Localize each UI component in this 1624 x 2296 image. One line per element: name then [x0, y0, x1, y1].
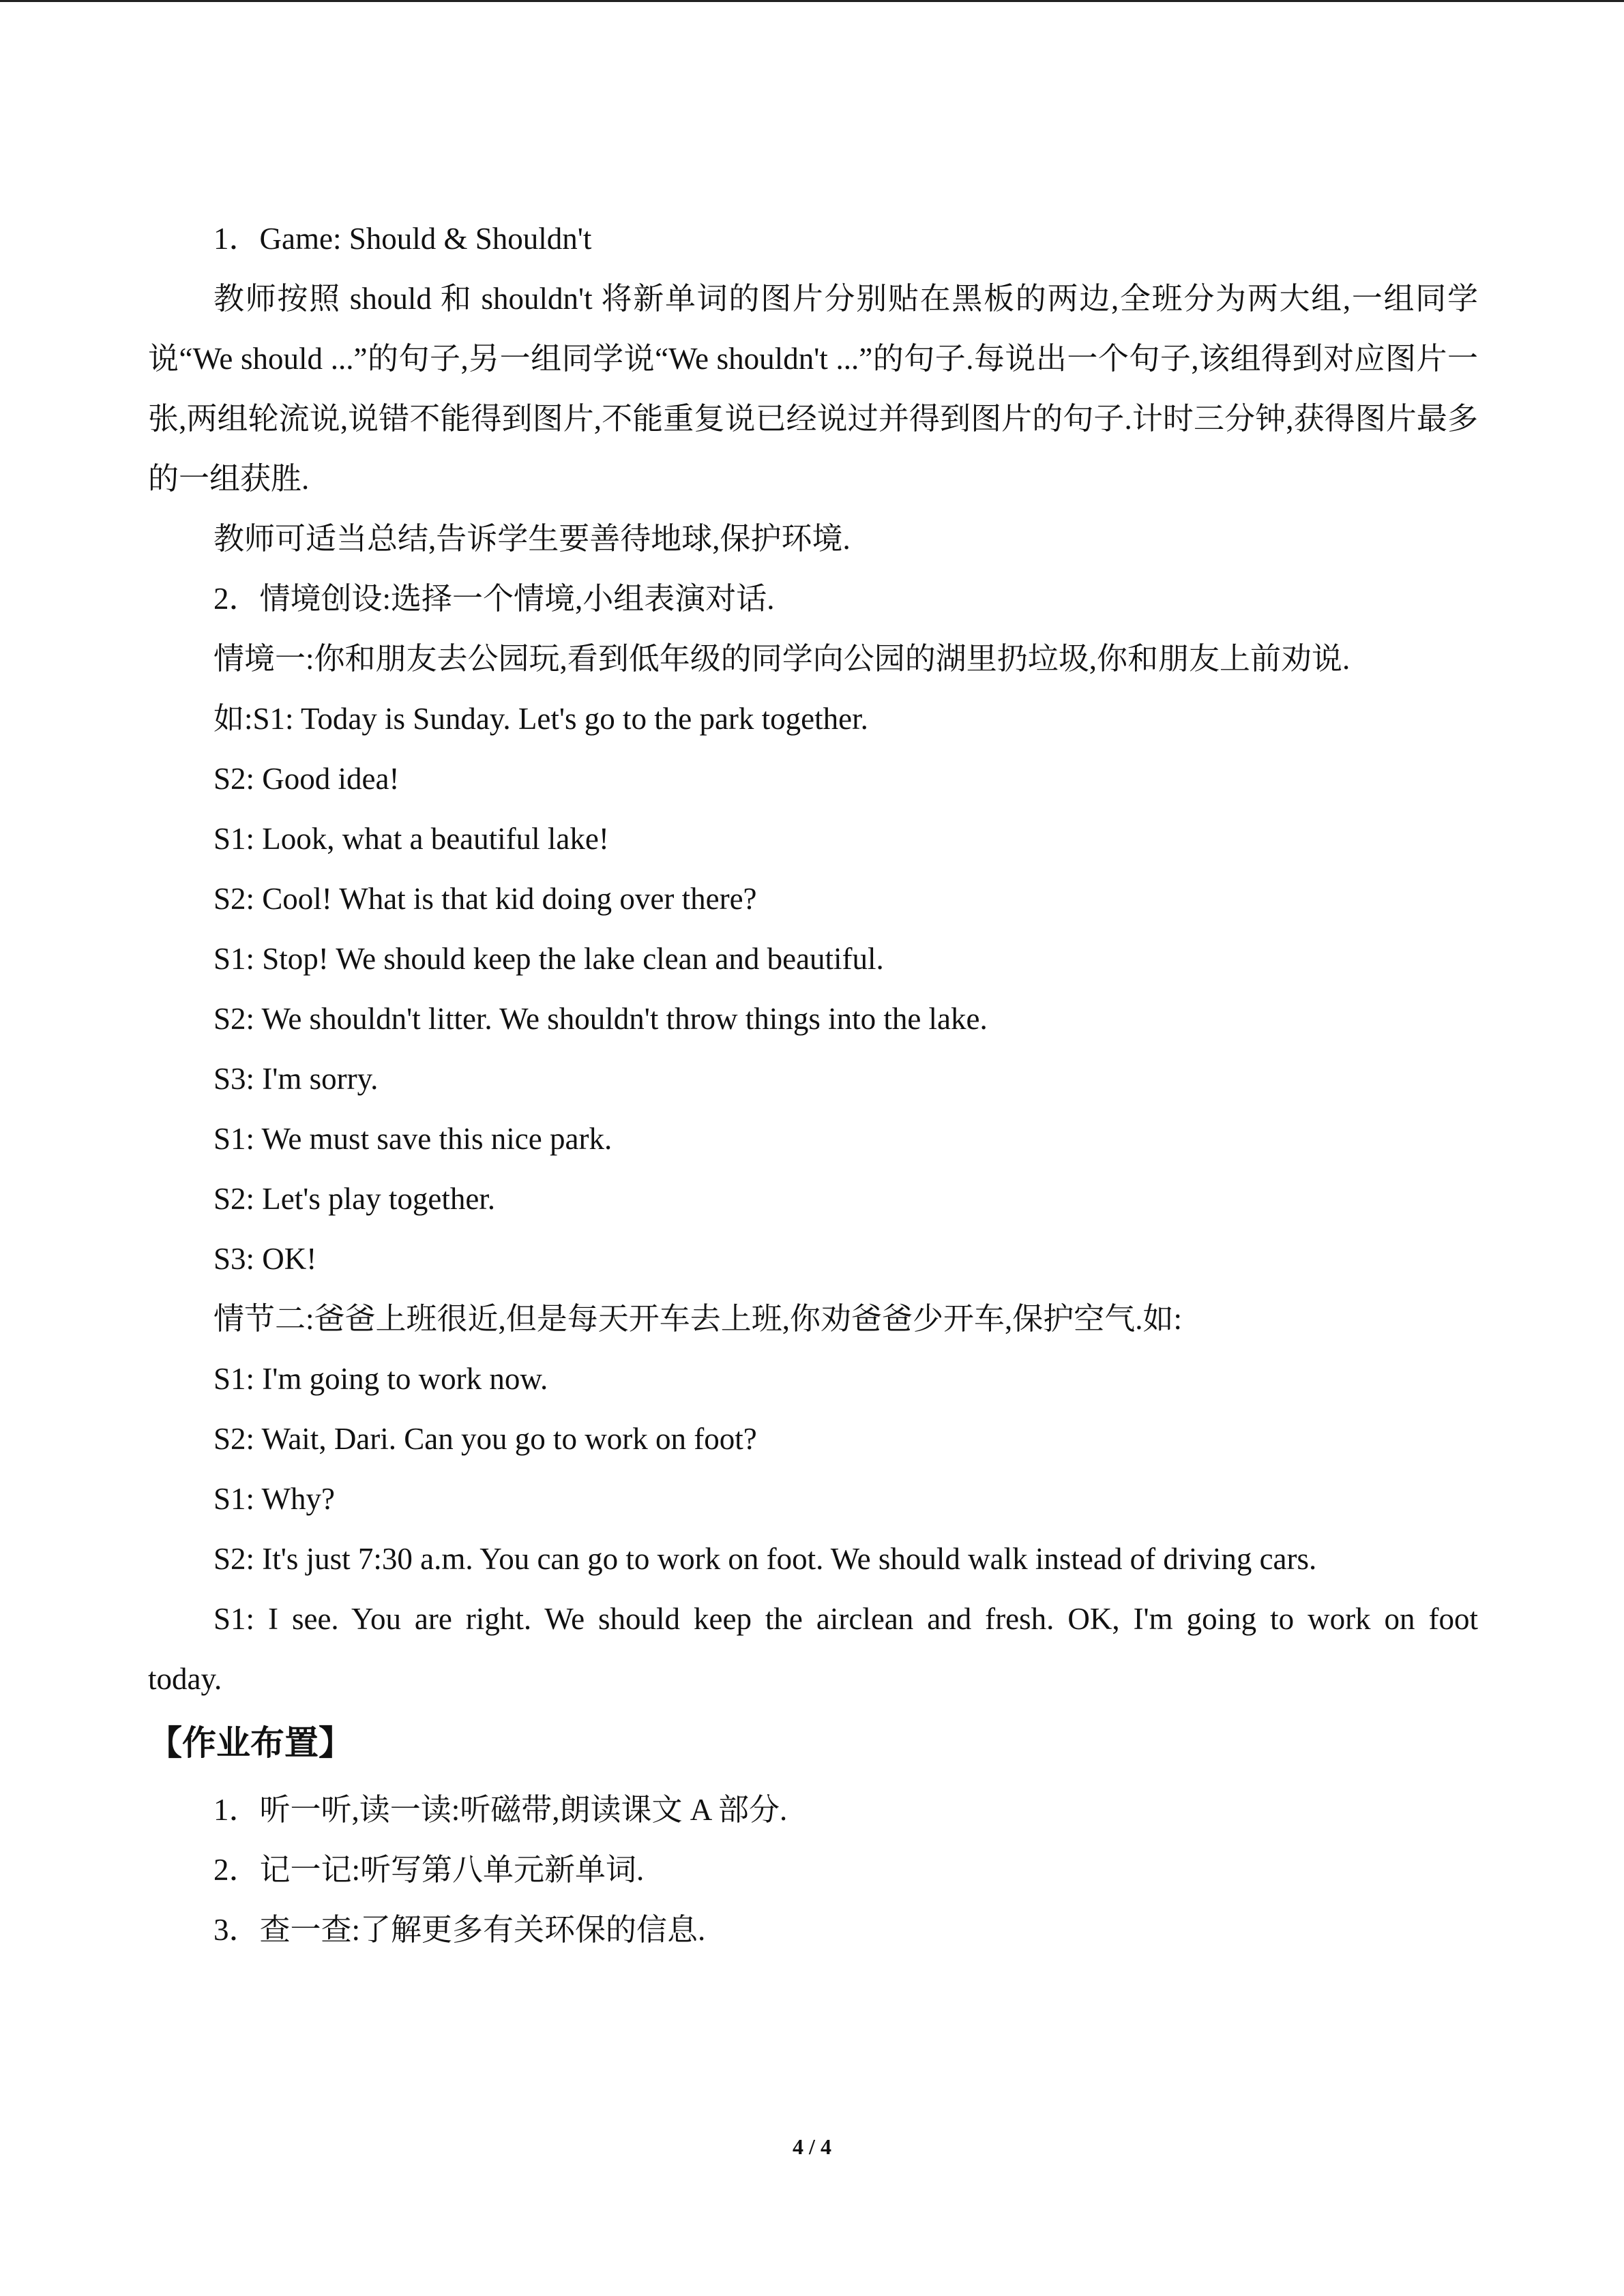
dialogue-line: S2: It's just 7:30 a.m. You can go to work on foot. We should walk instead of driving cars.: [213, 1542, 1317, 1576]
dialogue-line: S1: Why?: [213, 1482, 335, 1516]
dialogue-line: S2: Cool! What is that kid doing over there?: [213, 882, 757, 916]
homework-heading: 【作业布置】: [148, 1723, 353, 1763]
dialogue-line: S2: Wait, Dari. Can you go to work on foot?: [213, 1422, 757, 1456]
top-border-line: [0, 0, 1624, 2]
dialogue-line: S1: We must save this nice park.: [213, 1122, 612, 1156]
homework-item: 3．查一查:了解更多有关环保的信息.: [213, 1913, 706, 1947]
homework-item: 1．听一听,读一读:听磁带,朗读课文 A 部分.: [213, 1793, 788, 1827]
dialogue-line: S1: Look, what a beautiful lake!: [213, 822, 609, 856]
teacher-summary: 教师可适当总结,告诉学生要善待地球,保护环境.: [213, 522, 851, 556]
game-title: 1．Game: Should & Shouldn't: [213, 222, 592, 256]
dialogue-line: S2: We shouldn't litter. We shouldn't throw things into the lake.: [213, 1002, 988, 1036]
dialogue-line: S1: I see. You are right. We should keep the airclean and fresh. OK, I'm going to work on foot: [213, 1602, 1478, 1636]
dialogue-line: S1: I'm going to work now.: [213, 1362, 548, 1396]
dialogue-line: 如:S1: Today is Sunday. Let's go to the park together.: [213, 702, 868, 736]
situation-title: 2．情境创设:选择一个情境,小组表演对话.: [213, 582, 775, 616]
page-number: 4 / 4: [793, 2134, 831, 2159]
game-description: 教师按照 should 和 shouldn't 将新单词的图片分别贴在黑板的两边,全班分为两大组,一组同学说“We should ...”的句子,另一组同学说“We shouldn't ...”的句子.每说出一个句子,该组得到对应图片一张,两组轮流说,说错不能得到图片,不能重复说已经说过并得到图片的句子.计时三分钟,获得图片最多的一组获胜.: [148, 282, 1478, 496]
dialogue-line: S2: Let's play together.: [213, 1182, 496, 1216]
dialogue-line: S3: OK!: [213, 1242, 317, 1276]
homework-item: 2．记一记:听写第八单元新单词.: [213, 1853, 645, 1887]
dialogue-line: S3: I'm sorry.: [213, 1062, 379, 1096]
dialogue-line-continuation: today.: [148, 1662, 222, 1696]
situation-two-description: 情节二:爸爸上班很近,但是每天开车去上班,你劝爸爸少开车,保护空气.如:: [213, 1302, 1183, 1336]
dialogue-line: S2: Good idea!: [213, 762, 400, 796]
situation-one-description: 情境一:你和朋友去公园玩,看到低年级的同学向公园的湖里扔垃圾,你和朋友上前劝说.: [213, 642, 1350, 676]
dialogue-line: S1: Stop! We should keep the lake clean and beautiful.: [213, 942, 884, 976]
page-content: [148, 209, 1478, 1960]
